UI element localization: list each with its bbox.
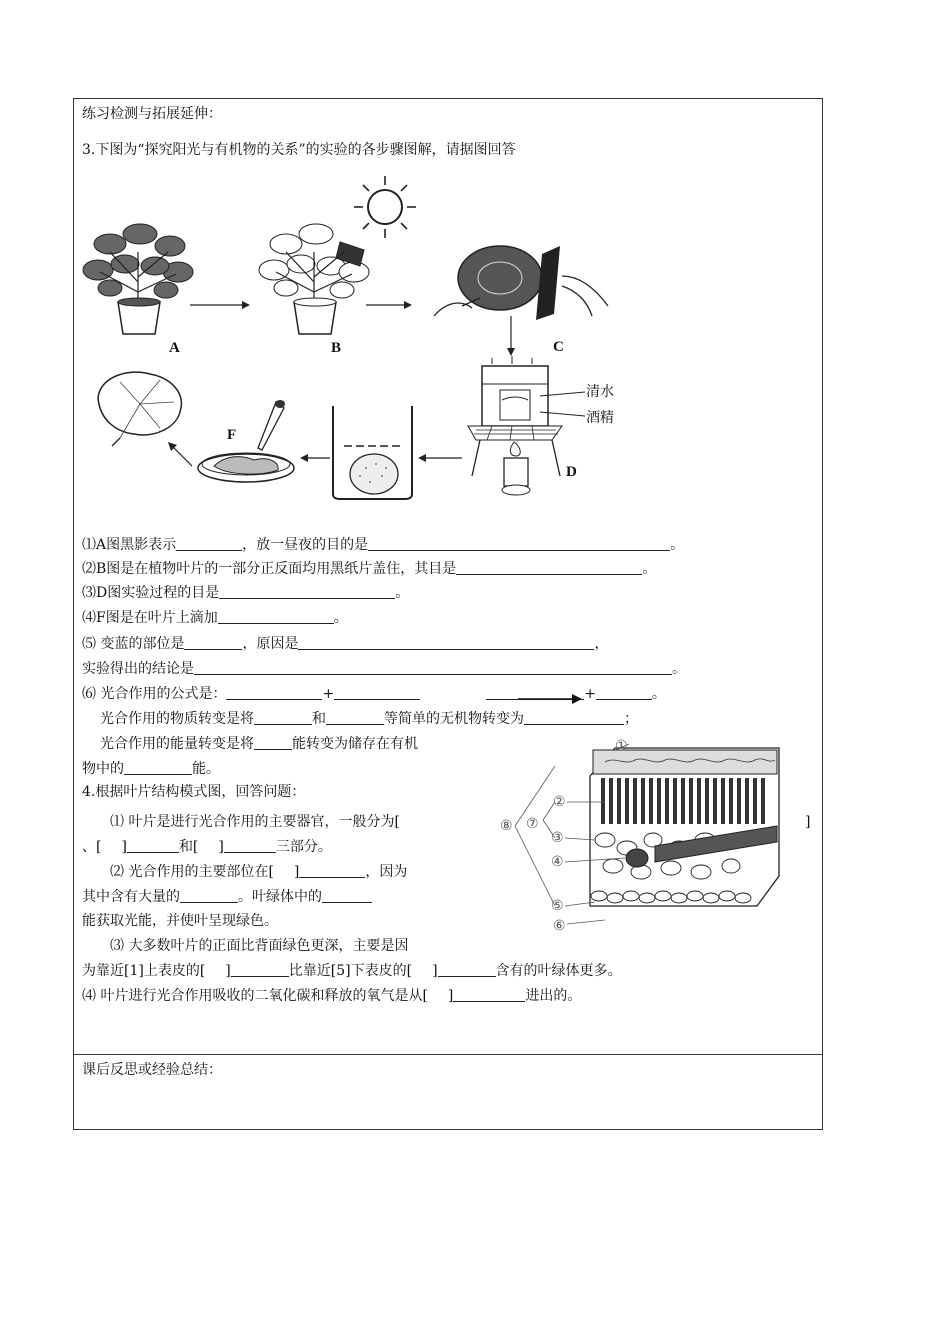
blank[interactable] xyxy=(127,838,179,853)
q3-item-1: ⑴A图黑影表示 ，放一昼夜的目的是 。 xyxy=(82,537,685,553)
blank[interactable] xyxy=(224,838,276,853)
label-a: A xyxy=(169,340,180,356)
blank[interactable] xyxy=(326,710,384,725)
blank[interactable] xyxy=(124,760,192,775)
label-c: C xyxy=(553,339,564,355)
blank[interactable] xyxy=(453,987,525,1002)
leaf-structure-diagram xyxy=(495,736,785,936)
label-b: B xyxy=(331,340,342,356)
diagram-label-2: ② xyxy=(553,794,566,810)
q3-title: 3.下图为“探究阳光与有机物的关系”的实验的各步骤图解，请据图回答 xyxy=(82,142,516,158)
potted-plant-a xyxy=(80,222,195,337)
blank[interactable] xyxy=(218,609,334,624)
diagram-label-4: ④ xyxy=(551,854,564,870)
blank[interactable] xyxy=(596,685,652,700)
diagram-label-1: ① xyxy=(615,738,628,754)
q4-part-1: ⑴ 叶片是进行光合作用的主要器官，一般分为[ xyxy=(110,814,400,830)
blank[interactable] xyxy=(322,888,372,903)
q3-item-3: ⑶D图实验过程的目是 。 xyxy=(82,585,410,601)
q3-item-6-energy-cont: 物中的 能。 xyxy=(82,761,220,777)
section-header: 练习检测与拓展延伸： xyxy=(82,106,222,122)
diagram-label-7: ⑦ xyxy=(526,816,539,832)
formula-arrow xyxy=(518,694,582,704)
diagram-label-6: ⑥ xyxy=(553,918,566,934)
diagram-label-8: ⑧ xyxy=(500,818,513,834)
potted-plant-b xyxy=(256,222,376,337)
blank[interactable] xyxy=(334,685,420,700)
arrow-e-to-f xyxy=(300,452,330,464)
q4-part-4: ⑷ 叶片进行光合作用吸收的二氧化碳和释放的氧气是从[ ] 进出的。 xyxy=(82,988,582,1004)
label-water: 清水 xyxy=(586,384,614,400)
blank[interactable] xyxy=(226,685,322,700)
section-divider xyxy=(74,1054,822,1055)
arrow-a-to-b xyxy=(190,299,250,311)
q4-part-1-cont: 、[ ] 和[ ] 三部分。 xyxy=(82,839,332,855)
arrow-b-to-c xyxy=(366,299,412,311)
label-d: D xyxy=(566,464,577,480)
blank[interactable] xyxy=(524,710,624,725)
q4-part-3: ⑶ 大多数叶片的正面比背面绿色更深，主要是因 xyxy=(110,938,409,954)
q4-title: 4.根据叶片结构模式图，回答问题： xyxy=(82,784,306,800)
blank[interactable] xyxy=(219,584,395,599)
q4-part-2: ⑵ 光合作用的主要部位在[ ] ，因为 xyxy=(110,864,408,880)
q4-part-3-cont: 为靠近[1]上表皮的[ ] 比靠近[5]下表皮的[ ] 含有的叶绿体更多。 xyxy=(82,963,622,979)
blank[interactable] xyxy=(180,888,238,903)
arrow-c-to-d xyxy=(505,316,517,356)
q3-item-6-matter: 光合作用的物质转变是将 和 等简单的无机物转变为 ； xyxy=(100,711,638,727)
label-f: F xyxy=(227,427,237,443)
q3-item-5-conclusion: 实验得出的结论是 。 xyxy=(82,661,686,677)
water-bath-d xyxy=(462,356,572,501)
blank[interactable] xyxy=(254,735,292,750)
blank[interactable] xyxy=(194,660,672,675)
blank[interactable] xyxy=(438,962,496,977)
q3-item-2: ⑵B图是在植物叶片的一部分正反面均用黑纸片盖住，其目是 。 xyxy=(82,561,657,577)
q4-part-1-bracket: ] xyxy=(805,814,811,830)
petri-dish-f xyxy=(194,400,304,492)
blank[interactable] xyxy=(184,635,242,650)
blank[interactable] xyxy=(254,710,312,725)
q3-item-5: ⑸ 变蓝的部位是 ，原因是 ， xyxy=(82,636,609,652)
q4-part-2-end: 能获取光能，并使叶呈现绿色。 xyxy=(82,913,278,929)
footer-reflection: 课后反思或经验总结： xyxy=(82,1062,222,1078)
beaker-e xyxy=(330,404,415,500)
q3-item-6-energy: 光合作用的能量转变是将 能转变为储存在有机 xyxy=(100,736,418,752)
q4-part-2-cont: 其中含有大量的 。叶绿体中的 xyxy=(82,887,372,907)
callout-lines xyxy=(540,392,590,422)
q3-item-4: ⑷F图是在叶片上滴加 。 xyxy=(82,610,348,626)
blank[interactable] xyxy=(298,635,594,650)
blank[interactable] xyxy=(231,962,289,977)
arrow-d-to-e xyxy=(418,452,462,464)
leaf-covered-c xyxy=(432,236,612,336)
diagram-label-3: ③ xyxy=(551,830,564,846)
blank[interactable] xyxy=(456,560,642,575)
q3-item-6-formula: ⑹ 光合作用的公式是： + + 。 xyxy=(82,686,666,702)
blank[interactable] xyxy=(176,536,242,551)
label-alcohol: 酒精 xyxy=(586,410,614,426)
diagram-label-5: ⑤ xyxy=(551,898,564,914)
blank[interactable] xyxy=(368,536,670,551)
result-leaf xyxy=(90,368,190,448)
blank[interactable] xyxy=(299,863,365,878)
